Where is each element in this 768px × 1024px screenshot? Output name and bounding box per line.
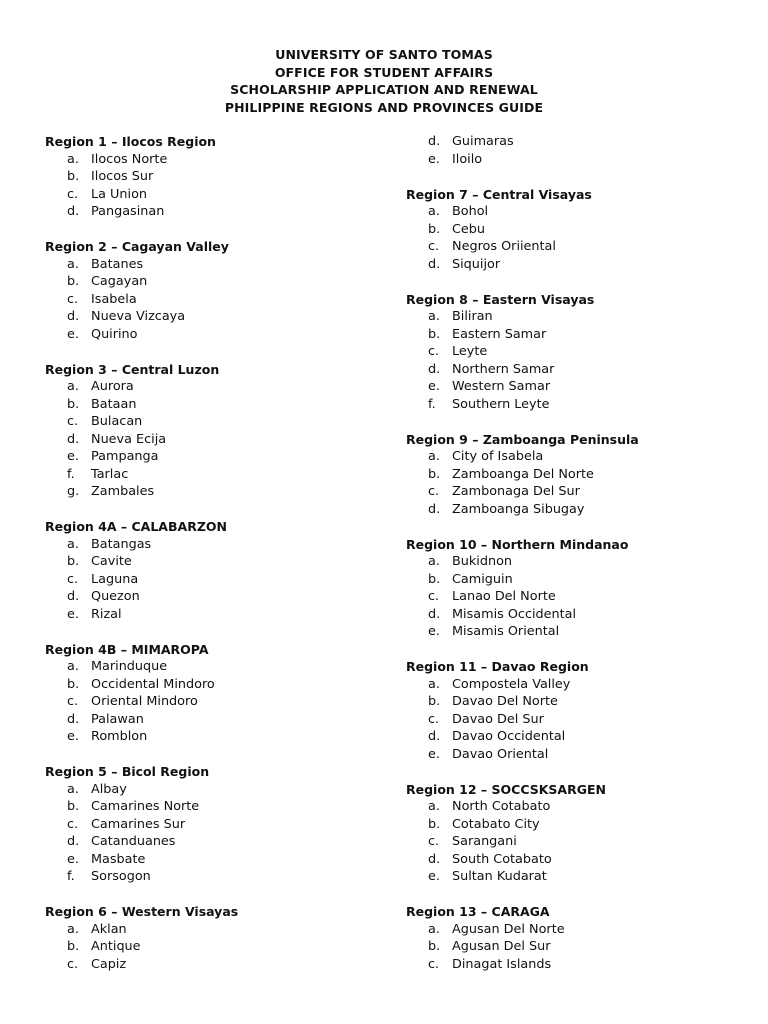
province-name: Misamis Oriental — [452, 624, 560, 639]
list-item — [45, 693, 375, 711]
province-name: Biliran — [452, 309, 493, 324]
list-item-letter: d. — [428, 606, 441, 622]
list-item — [406, 151, 746, 169]
list-item — [406, 326, 746, 344]
list-item-letter: c. — [428, 484, 440, 499]
list-item — [45, 378, 375, 396]
list-item-letter: e. — [67, 449, 79, 464]
list-item — [406, 553, 746, 571]
province-name: Negros Oriiental — [452, 239, 556, 254]
list-item-letter: c. — [428, 239, 440, 254]
province-name: Cagayan — [91, 274, 148, 289]
list-item-letter: f. — [67, 869, 75, 884]
province-list — [45, 536, 375, 624]
list-item-letter: a. — [67, 781, 79, 797]
province-name: Agusan Del Norte — [452, 921, 565, 937]
list-item-letter: a. — [67, 921, 79, 937]
province-name: Siquijor — [452, 256, 501, 272]
list-item-letter: d. — [67, 204, 80, 219]
province-name: Davao Del Norte — [452, 694, 558, 709]
province-name: City of Isabela — [452, 449, 544, 464]
province-name: Lanao Del Norte — [452, 589, 556, 604]
region-block — [406, 903, 746, 973]
list-item-letter: a. — [67, 256, 79, 272]
province-name: La Union — [91, 186, 148, 202]
region-title: Region 12 – SOCCSKSARGEN — [406, 781, 606, 797]
list-item-letter: f. — [67, 466, 75, 482]
list-item — [45, 728, 375, 746]
region-block — [45, 641, 375, 746]
province-name: Camarines Norte — [91, 799, 200, 814]
list-item-letter: a. — [428, 449, 440, 464]
list-item — [45, 868, 375, 886]
province-list — [45, 921, 375, 974]
list-item-letter: d. — [428, 729, 441, 744]
region-block — [406, 658, 746, 763]
list-item-letter: b. — [67, 169, 80, 184]
region-title: Region 10 – Northern Mindanao — [406, 536, 629, 552]
list-item-letter: b. — [428, 466, 441, 482]
list-item-letter: d. — [67, 589, 80, 604]
province-name: Rizal — [91, 606, 122, 622]
list-item — [45, 676, 375, 694]
province-name: Northern Samar — [452, 361, 555, 377]
left-column — [45, 133, 375, 991]
list-item — [406, 256, 746, 274]
province-name: Batangas — [91, 536, 152, 552]
province-name: Batanes — [91, 256, 144, 272]
province-list — [406, 553, 746, 641]
province-list — [45, 256, 375, 344]
list-item — [406, 466, 746, 484]
province-list — [406, 203, 746, 273]
list-item — [406, 238, 746, 256]
province-name: Western Samar — [452, 379, 551, 394]
province-list — [406, 308, 746, 413]
list-item-letter: c. — [67, 291, 79, 307]
list-item — [406, 588, 746, 606]
province-name: Romblon — [91, 729, 148, 744]
province-name: Camiguin — [452, 571, 513, 587]
province-name: Nueva Vizcaya — [91, 309, 186, 324]
list-item — [45, 168, 375, 186]
province-name: Aurora — [91, 379, 134, 394]
list-item — [45, 326, 375, 344]
document-header — [0, 46, 768, 116]
list-item — [45, 466, 375, 484]
list-item — [406, 448, 746, 466]
province-name: Zamboanga Sibugay — [452, 501, 585, 517]
list-item-letter: e. — [67, 729, 79, 744]
province-name: Pampanga — [91, 449, 159, 464]
province-name: Ilocos Sur — [91, 169, 154, 184]
list-item-letter: b. — [67, 676, 80, 692]
list-item — [45, 711, 375, 729]
region-title: Region 8 – Eastern Visayas — [406, 291, 595, 307]
list-item-letter: c. — [67, 414, 79, 429]
list-item — [45, 851, 375, 869]
region-block — [45, 903, 375, 973]
province-name: Bukidnon — [452, 554, 513, 569]
header-university: UNIVERSITY OF SANTO TOMAS — [275, 47, 493, 62]
province-name: Isabela — [91, 291, 137, 307]
list-item-letter: e. — [67, 851, 79, 867]
list-item-letter: e. — [428, 869, 440, 884]
province-name: Ilocos Norte — [91, 151, 168, 167]
list-item-letter: c. — [428, 711, 440, 727]
list-item — [406, 798, 746, 816]
province-list — [406, 133, 746, 168]
list-item — [406, 203, 746, 221]
list-item — [406, 728, 746, 746]
region-title: Region 4B – MIMAROPA — [45, 641, 209, 657]
province-name: Camarines Sur — [91, 816, 186, 832]
list-item-letter: e. — [67, 606, 79, 622]
province-list — [45, 378, 375, 501]
province-list — [45, 658, 375, 746]
province-name: Guimaras — [452, 134, 514, 149]
list-item-letter: c. — [67, 186, 79, 202]
province-name: Masbate — [91, 851, 146, 867]
list-item-letter: b. — [67, 939, 80, 954]
list-item — [45, 658, 375, 676]
list-item-letter: c. — [428, 589, 440, 604]
list-item — [406, 833, 746, 851]
list-item-letter: d. — [67, 711, 80, 727]
province-list — [45, 151, 375, 221]
list-item-letter: b. — [428, 326, 441, 342]
province-name: North Cotabato — [452, 799, 551, 814]
list-item — [45, 273, 375, 291]
list-item — [45, 956, 375, 974]
list-item — [45, 781, 375, 799]
list-item — [406, 938, 746, 956]
province-name: Aklan — [91, 921, 127, 937]
province-name: Davao Oriental — [452, 746, 549, 762]
list-item-letter: d. — [428, 851, 441, 867]
list-item-letter: g. — [67, 484, 80, 499]
list-item — [45, 833, 375, 851]
list-item — [406, 693, 746, 711]
province-list — [45, 781, 375, 886]
region-block — [45, 361, 375, 501]
list-item-letter: d. — [428, 361, 441, 377]
list-item-letter: a. — [428, 799, 440, 814]
region-title: Region 6 – Western Visayas — [45, 904, 239, 919]
province-list — [406, 798, 746, 886]
list-item-letter: a. — [67, 151, 79, 167]
region-block — [406, 431, 746, 519]
list-item-letter: e. — [428, 624, 440, 639]
province-name: Compostela Valley — [452, 676, 571, 692]
region-block — [45, 133, 375, 221]
list-item — [406, 308, 746, 326]
province-name: Nueva Ecija — [91, 431, 167, 447]
list-item-letter: c. — [67, 571, 79, 587]
list-item-letter: a. — [428, 204, 440, 219]
region-block — [406, 291, 746, 414]
province-name: Marinduque — [91, 659, 168, 674]
province-name: Pangasinan — [91, 204, 165, 219]
province-name: Bataan — [91, 396, 137, 412]
region-title: Region 3 – Central Luzon — [45, 361, 220, 377]
province-name: Quirino — [91, 326, 138, 342]
province-name: Tarlac — [91, 466, 129, 482]
province-name: Quezon — [91, 589, 140, 604]
list-item — [45, 588, 375, 606]
list-item-letter: e. — [428, 151, 440, 167]
region-title: Region 1 – Ilocos Region — [45, 134, 216, 149]
list-item — [45, 291, 375, 309]
province-name: Southern Leyte — [452, 396, 550, 412]
province-name: Catanduanes — [91, 834, 176, 849]
header-office: OFFICE FOR STUDENT AFFAIRS — [274, 64, 494, 80]
list-item — [45, 816, 375, 834]
list-item-letter: b. — [67, 554, 80, 569]
province-name: Dinagat Islands — [452, 956, 552, 972]
list-item-letter: b. — [67, 799, 80, 814]
list-item-letter: d. — [67, 309, 80, 324]
region-block — [406, 186, 746, 274]
list-item — [45, 448, 375, 466]
list-item-letter: b. — [428, 816, 441, 832]
province-name: Oriental Mindoro — [91, 694, 198, 709]
list-item-letter: f. — [428, 396, 436, 412]
province-name: Sultan Kudarat — [452, 869, 547, 884]
list-item-letter: c. — [428, 834, 440, 849]
province-name: South Cotabato — [452, 851, 552, 867]
list-item — [406, 378, 746, 396]
list-item — [406, 606, 746, 624]
province-name: Sarangani — [452, 834, 517, 849]
list-item-letter: a. — [428, 554, 440, 569]
list-item — [45, 396, 375, 414]
region-title: Region 2 – Cagayan Valley — [45, 239, 229, 254]
region-block — [406, 536, 746, 641]
list-item — [406, 956, 746, 974]
header-program: SCHOLARSHIP APPLICATION AND RENEWAL — [230, 82, 538, 98]
region-title: Region 9 – Zamboanga Peninsula — [406, 431, 639, 447]
page-title: PHILIPPINE REGIONS AND PROVINCES GUIDE — [224, 99, 544, 115]
list-item — [406, 868, 746, 886]
list-item-letter: c. — [67, 694, 79, 709]
list-item-letter: c. — [428, 956, 440, 972]
list-item — [406, 676, 746, 694]
province-name: Iloilo — [452, 151, 483, 167]
list-item — [406, 361, 746, 379]
list-item-letter: a. — [428, 676, 440, 692]
list-item-letter: a. — [428, 921, 440, 937]
region-block — [406, 133, 746, 168]
list-item — [406, 571, 746, 589]
province-name: Cavite — [91, 554, 132, 569]
region-title: Region 13 – CARAGA — [406, 904, 550, 919]
region-block — [45, 518, 375, 623]
province-name: Davao Occidental — [452, 729, 566, 744]
province-name: Capiz — [91, 956, 127, 972]
list-item-letter: b. — [428, 939, 441, 954]
list-item-letter: b. — [67, 396, 80, 412]
province-name: Zambales — [91, 484, 155, 499]
province-name: Bulacan — [91, 414, 143, 429]
list-item — [45, 483, 375, 501]
list-item-letter: a. — [428, 309, 440, 324]
list-item-letter: a. — [67, 379, 79, 394]
list-item-letter: d. — [428, 256, 441, 272]
list-item-letter: d. — [428, 134, 441, 149]
list-item — [45, 536, 375, 554]
list-item — [406, 711, 746, 729]
list-item-letter: a. — [67, 659, 79, 674]
list-item — [45, 553, 375, 571]
list-item — [406, 343, 746, 361]
region-title: Region 7 – Central Visayas — [406, 186, 592, 202]
list-item — [406, 396, 746, 414]
province-name: Misamis Occidental — [452, 606, 577, 622]
province-list — [406, 921, 746, 974]
list-item-letter: b. — [428, 221, 441, 237]
list-item — [45, 921, 375, 939]
list-item — [45, 413, 375, 431]
list-item-letter: d. — [67, 834, 80, 849]
list-item-letter: c. — [67, 956, 79, 972]
list-item-letter: e. — [428, 379, 440, 394]
list-item-letter: d. — [428, 501, 441, 517]
list-item — [406, 851, 746, 869]
list-item-letter: e. — [67, 326, 79, 342]
province-list — [406, 676, 746, 764]
right-column — [406, 133, 746, 991]
province-name: Sorsogon — [91, 869, 151, 884]
list-item-letter: d. — [67, 431, 80, 447]
province-name: Laguna — [91, 571, 139, 587]
region-block — [45, 238, 375, 343]
province-name: Zamboanga Del Norte — [452, 466, 594, 482]
region-block — [45, 763, 375, 886]
list-item-letter: b. — [428, 694, 441, 709]
region-block — [406, 781, 746, 886]
list-item — [45, 431, 375, 449]
list-item — [45, 256, 375, 274]
list-item — [45, 571, 375, 589]
list-item — [45, 203, 375, 221]
list-item — [406, 623, 746, 641]
list-item — [45, 798, 375, 816]
list-item-letter: a. — [67, 536, 79, 552]
list-item — [406, 221, 746, 239]
province-name: Palawan — [91, 711, 144, 727]
list-item — [45, 308, 375, 326]
province-name: Occidental Mindoro — [91, 676, 215, 692]
list-item — [406, 501, 746, 519]
province-name: Leyte — [452, 344, 488, 359]
province-list — [406, 448, 746, 518]
province-name: Bohol — [452, 204, 489, 219]
province-name: Cotabato City — [452, 816, 540, 832]
list-item-letter: b. — [428, 571, 441, 587]
list-item-letter: b. — [67, 274, 80, 289]
region-title: Region 11 – Davao Region — [406, 659, 589, 674]
province-name: Eastern Samar — [452, 326, 547, 342]
list-item — [406, 746, 746, 764]
list-item — [406, 921, 746, 939]
province-name: Antique — [91, 939, 141, 954]
list-item — [406, 816, 746, 834]
list-item-letter: e. — [428, 746, 440, 762]
province-name: Davao Del Sur — [452, 711, 544, 727]
list-item — [45, 938, 375, 956]
list-item — [45, 186, 375, 204]
province-name: Zambonaga Del Sur — [452, 484, 580, 499]
list-item — [45, 606, 375, 624]
province-name: Albay — [91, 781, 127, 797]
province-name: Agusan Del Sur — [452, 939, 551, 954]
region-title: Region 4A – CALABARZON — [45, 519, 227, 534]
region-title: Region 5 – Bicol Region — [45, 764, 210, 779]
list-item-letter: c. — [67, 816, 79, 832]
list-item — [45, 151, 375, 169]
province-name: Cebu — [452, 221, 486, 237]
list-item — [406, 483, 746, 501]
list-item — [406, 133, 746, 151]
list-item-letter: c. — [428, 344, 440, 359]
